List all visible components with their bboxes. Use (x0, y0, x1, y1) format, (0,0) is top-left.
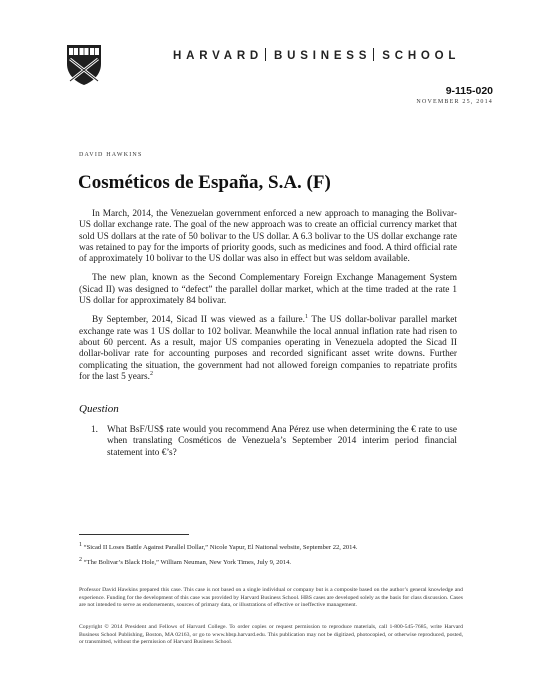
paragraph: The new plan, known as the Second Complementary Foreign Exchange Management System (Sicad II) was designed to “defect” the parallel dollar market, which at the time traded at the rate 1 US dollar for approximately 84 bolivar. (79, 273, 457, 307)
wordmark-divider (373, 48, 374, 61)
wordmark-harvard: HARVARD (173, 50, 264, 62)
footnote-divider (79, 534, 189, 535)
wordmark-school: SCHOOL (382, 50, 461, 62)
footnote-ref[interactable]: 1 (304, 314, 308, 321)
case-body (79, 209, 457, 391)
wordmark-divider (265, 48, 266, 61)
wordmark-business: BUSINESS (274, 50, 372, 62)
case-title: Cosméticos de España, S.A. (F) (78, 172, 331, 193)
case-number: 9-115-020 (445, 85, 493, 97)
question-number: 1. (91, 425, 98, 435)
case-disclaimer: Professor David Hawkins prepared this case. This case is not based on a single individual or company but is a composite based on the author’s general knowledge and experience. Funding for the development of this case was provided by Harvard Business School. HBS cases are developed solely as the basis for class discussion. Cases are not intended to serve as endorsements, sources of primary data, or illustrations of effective or ineffective management. (79, 587, 463, 608)
case-date: NOVEMBER 25, 2014 (416, 99, 493, 105)
copyright-notice: Copyright © 2014 President and Fellows of Harvard College. To order copies or request permission to reproduce materials, call 1-800-545-7685, write Harvard Business School Publishing, Boston, MA 02163, or go to www.hbsp.harvard.edu. This publication may not be digitized, photocopied, or otherwise reproduced, posted, or transmitted, without the permission of Harvard Business School. (79, 624, 463, 645)
school-wordmark (173, 48, 493, 62)
paragraph: In March, 2014, the Venezuelan government enforced a new approach to managing the Bolivar-US dollar exchange rate. The goal of the new approach was to create an official currency market that sold US dollars at the rate of 50 bolivar to the US dollar. A 6.3 bolivar to the US dollar exchange rate was retained to pay for the imports of priority goods, such as medicines and food. A third official rate of approximately 10 bolivar to the US dollar was also in effect but was seldom available. (79, 209, 457, 265)
hbs-shield-logo (66, 44, 102, 86)
question-text: What BsF/US$ rate would you recommend Ana Pérez use when determining the € rate to use when translating Cosméticos de Venezuela’s September 2014 interim period financial statement into €’s? (107, 425, 457, 458)
footnote-ref[interactable]: 2 (150, 370, 153, 377)
author-name: DAVID HAWKINS (79, 152, 143, 158)
paragraph: By September, 2014, Sicad II was viewed as a failure.$^1$ The US dollar-bolivar parallel market exchange rate was 1 US dollar to 102 bolivar. Meanwhile the local annual inflation rate had risen to about 60 percent. As a result, major US companies operating in Venezuela adopted the Sicad II dollar-bolivar rate for accounting purposes and recorded significant asset write downs. Further complicating the situation, the government had not allowed foreign companies to repatriate profits for the last 5 years.$^2$ (79, 314, 457, 382)
question-heading: Question (79, 403, 119, 415)
footnote: 2 “The Bolivar’s Black Hole,” William Neuman, New York Times, July 9, 2014. (79, 556, 292, 566)
footnote: 1 “Sicad II Loses Battle Against Parallel Dollar,” Nicole Yapur, El Naitonal website, September 22, 2014. (79, 541, 358, 551)
